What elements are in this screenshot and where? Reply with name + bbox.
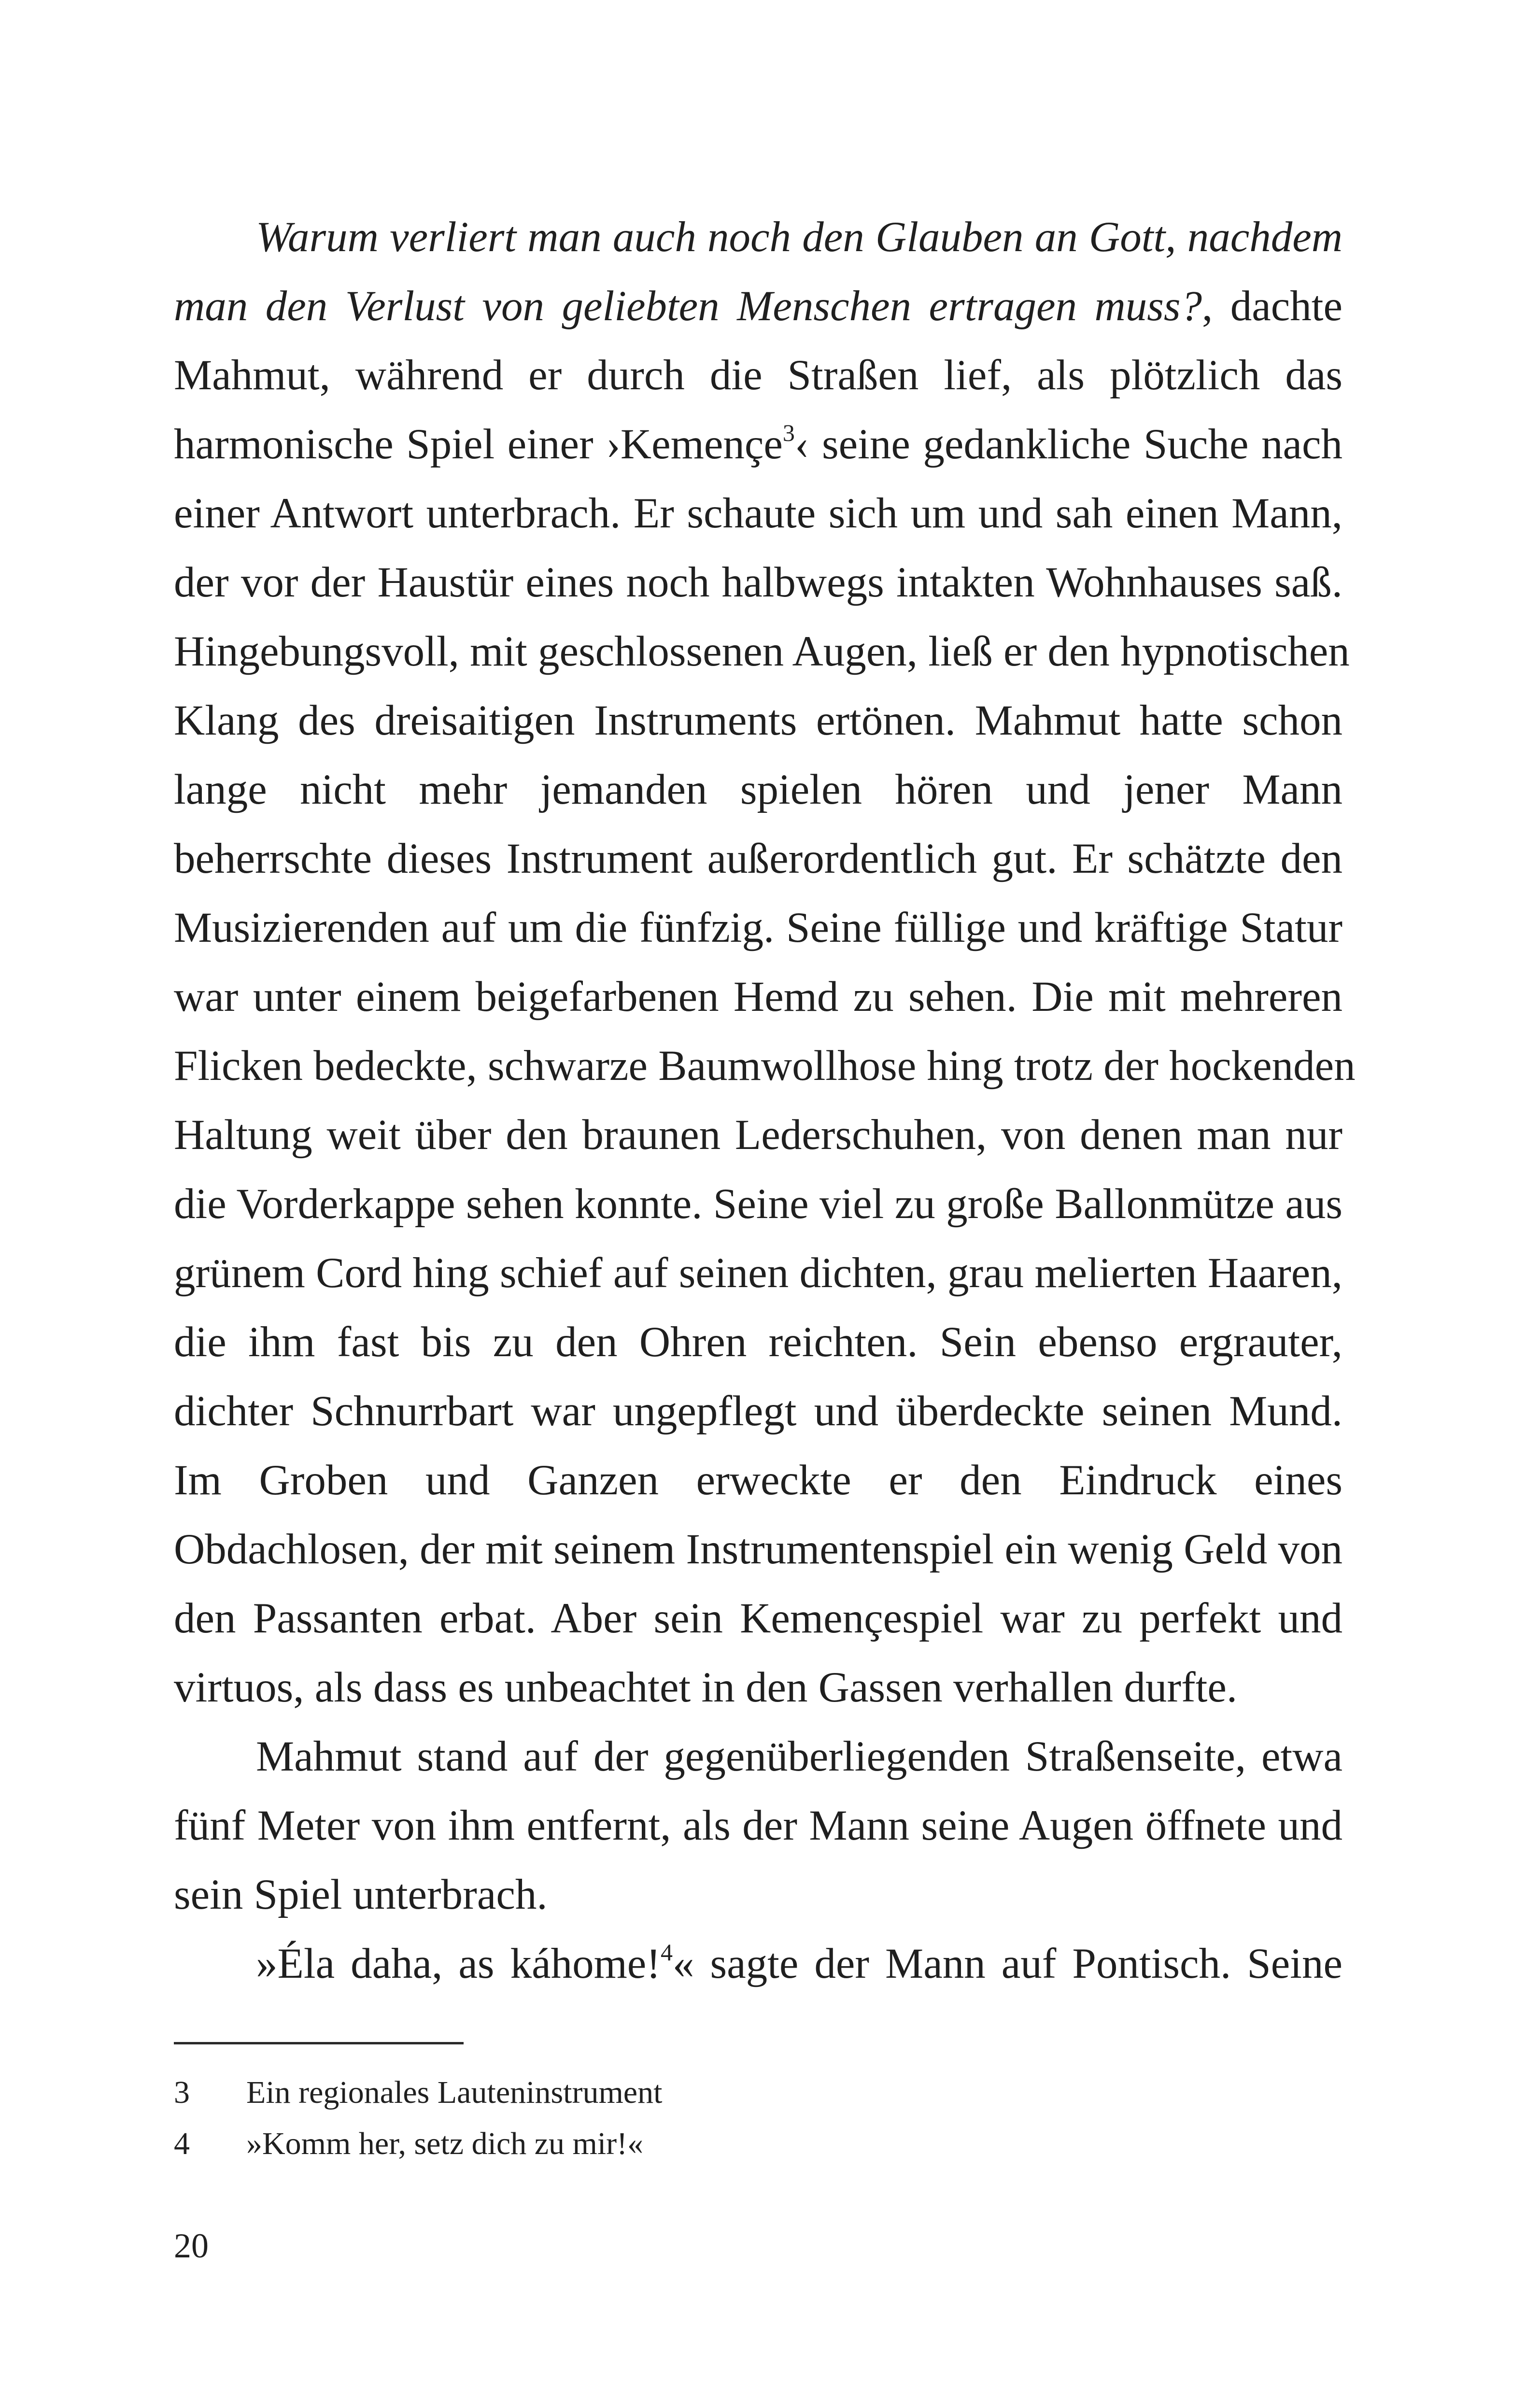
text-line: [174, 1929, 1342, 1999]
footnote-text: Ein regionales Lauteninstrument: [246, 2075, 663, 2110]
text-line: war unter einem beigefarbenen Hemd zu sehen. Die mit mehreren: [174, 973, 1342, 1021]
text-line: dichter Schnurrbart war ungepflegt und überdeckte seinen Mund.: [174, 1388, 1342, 1435]
text-line: fünf Meter von ihm entfernt, als der Mann seine Augen öffnete und: [174, 1802, 1342, 1849]
text-line: Im Groben und Ganzen erweckte er den Eindruck eines: [174, 1457, 1342, 1504]
text-line: der vor der Haustür eines noch halbwegs intakten Wohnhauses saß.: [174, 559, 1342, 606]
text-line: die ihm fast bis zu den Ohren reichten. Sein ebenso ergrauter,: [174, 1319, 1342, 1366]
body-text: [174, 203, 1356, 1999]
text-line: virtuos, als dass es unbeachtet in den Gassen verhallen durfte.: [174, 1664, 1238, 1711]
text-line: einer Antwort unterbrach. Er schaute sich um und sah einen Mann,: [174, 490, 1342, 537]
text-line: Mahmut, während er durch die Straßen lief, als plötzlich das: [174, 352, 1342, 399]
footnote-number: 3: [174, 2075, 190, 2110]
page-number: 20: [174, 2226, 209, 2265]
text-line: den Passanten erbat. Aber sein Kemençespiel war zu perfekt und: [174, 1595, 1342, 1642]
footnote-item: [174, 2067, 1342, 2118]
text-line: Mahmut stand auf der gegenüberliegenden Straßenseite, etwa: [256, 1733, 1342, 1780]
text-line: Musizierenden auf um die fünfzig. Seine füllige und kräftige Statur: [174, 904, 1342, 951]
footnote-text: »Komm her, setz dich zu mir!«: [246, 2126, 644, 2161]
footnote-item: [174, 2118, 1342, 2169]
text-line: [174, 272, 1342, 341]
text-line: Flicken bedeckte, schwarze Baumwollhose hing trotz der hockenden: [174, 1042, 1356, 1090]
text-line: Haltung weit über den braunen Lederschuhen, von denen man nur: [174, 1111, 1342, 1159]
text-span: , dachte: [1202, 283, 1342, 330]
italic-text: man den Verlust von geliebten Menschen ertragen muss?: [174, 283, 1202, 330]
text-span: harmonische Spiel einer ›Kemençe: [174, 421, 783, 468]
footnotes: [174, 2067, 1342, 2169]
text-span: »Éla daha, as káhome!: [256, 1940, 661, 1987]
text-line: Obdachlosen, der mit seinem Instrumentenspiel ein wenig Geld von: [174, 1526, 1342, 1573]
text-span: « sagte der Mann auf Pontisch. Seine: [672, 1940, 1342, 1987]
text-line: [174, 410, 1342, 479]
text-line: lange nicht mehr jemanden spielen hören und jener Mann: [174, 766, 1342, 813]
footnote-marker: 4: [660, 1939, 673, 1966]
text-line: sein Spiel unterbrach.: [174, 1871, 548, 1918]
text-line: beherrschte dieses Instrument außerordentlich gut. Er schätzte den: [174, 835, 1342, 882]
text-line: die Vorderkappe sehen konnte. Seine viel zu große Ballonmütze aus: [174, 1180, 1342, 1228]
text-line: grünem Cord hing schief auf seinen dichten, grau melierten Haaren,: [174, 1249, 1342, 1297]
footnote-divider: [174, 2042, 464, 2044]
text-line: Hingebungsvoll, mit geschlossenen Augen, ließ er den hypnotischen: [174, 628, 1350, 675]
text-line: Klang des dreisaitigen Instruments ertönen. Mahmut hatte schon: [174, 697, 1342, 744]
text-span: ‹ seine gedankliche Suche nach: [794, 421, 1342, 468]
text-line: Warum verliert man auch noch den Glauben an Gott, nachdem: [256, 213, 1342, 261]
footnote-number: 4: [174, 2126, 190, 2161]
footnote-marker: 3: [782, 419, 795, 446]
